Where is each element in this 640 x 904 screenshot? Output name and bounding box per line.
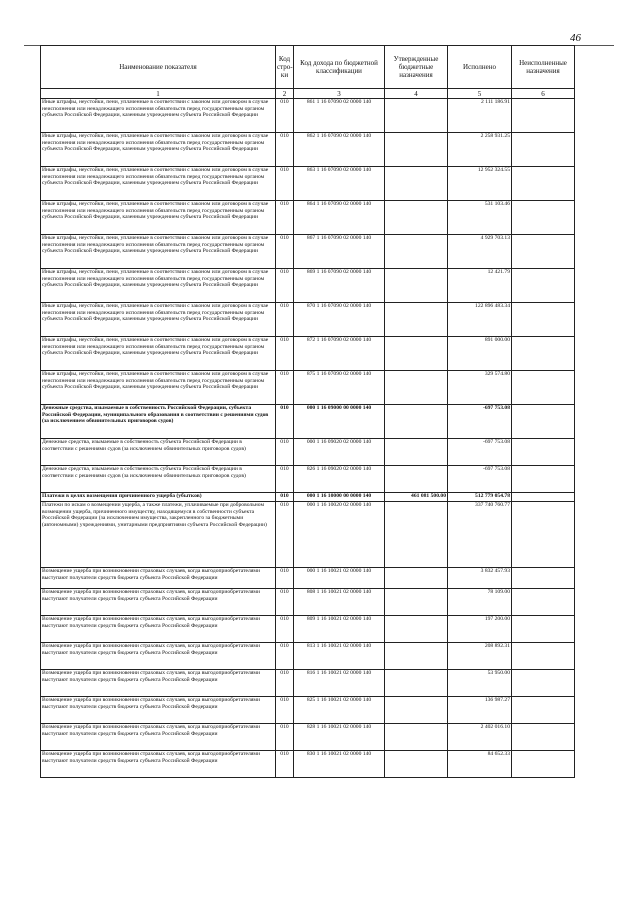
- header-executed: Исполнено: [448, 46, 512, 89]
- cell-approved: [385, 303, 448, 337]
- cell-executed: 78 109.00: [448, 589, 512, 616]
- cell-executed: -697 753.08: [448, 466, 512, 493]
- cell-indicator-name: Возмещение ущерба при возникновении страховых случаев, когда выгодоприобретателями выступают получатели средств бюджета субъекта Российской Федерации: [41, 697, 276, 724]
- cell-line-code: 010: [276, 269, 294, 303]
- cell-unexecuted: [512, 568, 575, 589]
- cell-revenue-code: 000 1 16 10021 02 0000 140: [294, 568, 385, 589]
- cell-executed: 2 402 016.10: [448, 724, 512, 751]
- cell-revenue-code: 809 1 16 10021 02 0000 140: [294, 616, 385, 643]
- cell-unexecuted: [512, 201, 575, 235]
- cell-unexecuted: [512, 502, 575, 568]
- table-row: [41, 670, 575, 697]
- cell-revenue-code: 000 1 16 09020 02 0000 140: [294, 439, 385, 466]
- cell-revenue-code: 870 1 16 07090 02 0000 140: [294, 303, 385, 337]
- cell-line-code: 010: [276, 371, 294, 405]
- table-row: [41, 724, 575, 751]
- cell-revenue-code: 863 1 16 07090 02 0000 140: [294, 167, 385, 201]
- cell-executed: 4 929 703.13: [448, 235, 512, 269]
- cell-indicator-name: Возмещение ущерба при возникновении страховых случаев, когда выгодоприобретателями выступают получатели средств бюджета субъекта Российской Федерации: [41, 643, 276, 670]
- cell-unexecuted: [512, 167, 575, 201]
- cell-unexecuted: [512, 697, 575, 724]
- table-row: [41, 167, 575, 201]
- header-line-code: Код стро-ки: [276, 46, 294, 89]
- cell-unexecuted: [512, 337, 575, 371]
- cell-indicator-name: Возмещение ущерба при возникновении страховых случаев, когда выгодоприобретателями выступают получатели средств бюджета субъекта Российской Федерации: [41, 568, 276, 589]
- table-row: [41, 589, 575, 616]
- table-row: [41, 697, 575, 724]
- cell-executed: -697 753.08: [448, 405, 512, 439]
- cell-executed: 2 111 186.91: [448, 99, 512, 133]
- table-row: [41, 616, 575, 643]
- cell-unexecuted: [512, 371, 575, 405]
- cell-line-code: 010: [276, 405, 294, 439]
- cell-line-code: 010: [276, 697, 294, 724]
- cell-indicator-name: Возмещение ущерба при возникновении страховых случаев, когда выгодоприобретателями выступают получатели средств бюджета субъекта Российской Федерации: [41, 751, 276, 778]
- table-row: [41, 371, 575, 405]
- cell-unexecuted: [512, 235, 575, 269]
- cell-indicator-name: Денежные средства, изымаемые в собственность субъекта Российской Федерации в соответствии с решениями судов (за исключением обвинительных приговоров судов): [41, 439, 276, 466]
- table-row: [41, 337, 575, 371]
- cell-line-code: 010: [276, 724, 294, 751]
- cell-revenue-code: 830 1 16 10021 02 0000 140: [294, 751, 385, 778]
- cell-executed: 512 779 054.78: [448, 493, 512, 502]
- cell-approved: [385, 568, 448, 589]
- table-row: [41, 643, 575, 670]
- table-row: [41, 201, 575, 235]
- cell-executed: 891 000.00: [448, 337, 512, 371]
- cell-executed: 2 258 931.25: [448, 133, 512, 167]
- cell-executed: 122 896 483.34: [448, 303, 512, 337]
- cell-indicator-name: Возмещение ущерба при возникновении страховых случаев, когда выгодоприобретателями выступают получатели средств бюджета субъекта Российской Федерации: [41, 589, 276, 616]
- cell-indicator-name: Иные штрафы, неустойки, пени, уплаченные в соответствии с законом или договором в случае неисполнения или ненадлежащего исполнения обязательств перед государственным органом субъекта Российской Федерации, казенным учреждением субъекта Российской Федерации: [41, 133, 276, 167]
- header-unexecuted: Неисполненные назначения: [512, 46, 575, 89]
- cell-approved: [385, 201, 448, 235]
- cell-unexecuted: [512, 269, 575, 303]
- cell-unexecuted: [512, 751, 575, 778]
- table-row: [41, 99, 575, 133]
- cell-revenue-code: 825 1 16 10021 02 0000 140: [294, 697, 385, 724]
- cell-indicator-name: Возмещение ущерба при возникновении страховых случаев, когда выгодоприобретателями выступают получатели средств бюджета субъекта Российской Федерации: [41, 616, 276, 643]
- cell-approved: [385, 439, 448, 466]
- table-row: [41, 405, 575, 439]
- cell-unexecuted: [512, 643, 575, 670]
- cell-revenue-code: 000 1 16 10000 00 0000 140: [294, 493, 385, 502]
- cell-revenue-code: 816 1 16 10021 02 0000 140: [294, 670, 385, 697]
- cell-indicator-name: Иные штрафы, неустойки, пени, уплаченные в соответствии с законом или договором в случае неисполнения или ненадлежащего исполнения обязательств перед государственным органом субъекта Российской Федерации, казенным учреждением субъекта Российской Федерации: [41, 167, 276, 201]
- cell-indicator-name: Иные штрафы, неустойки, пени, уплаченные в соответствии с законом или договором в случае неисполнения или ненадлежащего исполнения обязательств перед государственным органом субъекта Российской Федерации, казенным учреждением субъекта Российской Федерации: [41, 371, 276, 405]
- cell-approved: [385, 643, 448, 670]
- cell-line-code: 010: [276, 133, 294, 167]
- table-header: [41, 46, 575, 89]
- table-body: [41, 89, 575, 778]
- cell-line-code: 010: [276, 303, 294, 337]
- cell-line-code: 010: [276, 616, 294, 643]
- column-number: 1: [41, 89, 276, 99]
- cell-line-code: 010: [276, 568, 294, 589]
- cell-indicator-name: Иные штрафы, неустойки, пени, уплаченные в соответствии с законом или договором в случае неисполнения или ненадлежащего исполнения обязательств перед государственным органом субъекта Российской Федерации, казенным учреждением субъекта Российской Федерации: [41, 235, 276, 269]
- cell-approved: [385, 670, 448, 697]
- cell-approved: [385, 466, 448, 493]
- cell-executed: -697 753.08: [448, 439, 512, 466]
- column-number-row: [41, 89, 575, 99]
- cell-indicator-name: Иные штрафы, неустойки, пени, уплаченные в соответствии с законом или договором в случае неисполнения или ненадлежащего исполнения обязательств перед государственным органом субъекта Российской Федерации, казенным учреждением субъекта Российской Федерации: [41, 99, 276, 133]
- table-row: [41, 303, 575, 337]
- table-row: [41, 466, 575, 493]
- cell-unexecuted: [512, 616, 575, 643]
- column-number: 6: [512, 89, 575, 99]
- cell-revenue-code: 864 1 16 07090 02 0000 140: [294, 201, 385, 235]
- header-revenue-code: Код дохода по бюджетной классификации: [294, 46, 385, 89]
- page-number: 46: [570, 32, 581, 44]
- cell-approved: [385, 616, 448, 643]
- cell-indicator-name: Платежи по искам о возмещении ущерба, а также платежи, уплачиваемые при добровольном возмещении ущерба, причиненного имуществу, находящемуся в собственности субъекта Российской Федерации (за исключением имущества, закрепленного за бюджетными (автономными) учреждениями, унитарными предприятиями субъекта Российской Федерации): [41, 502, 276, 568]
- cell-line-code: 010: [276, 235, 294, 269]
- cell-executed: 329 574.80: [448, 371, 512, 405]
- cell-unexecuted: [512, 405, 575, 439]
- cell-line-code: 010: [276, 167, 294, 201]
- table-row: [41, 502, 575, 568]
- cell-line-code: 010: [276, 466, 294, 493]
- cell-unexecuted: [512, 493, 575, 502]
- cell-approved: [385, 697, 448, 724]
- cell-unexecuted: [512, 439, 575, 466]
- cell-line-code: 010: [276, 670, 294, 697]
- cell-indicator-name: Иные штрафы, неустойки, пени, уплаченные в соответствии с законом или договором в случае неисполнения или ненадлежащего исполнения обязательств перед государственным органом субъекта Российской Федерации, казенным учреждением субъекта Российской Федерации: [41, 303, 276, 337]
- cell-line-code: 010: [276, 99, 294, 133]
- column-number: 5: [448, 89, 512, 99]
- cell-executed: 84 652.33: [448, 751, 512, 778]
- cell-approved: [385, 724, 448, 751]
- cell-revenue-code: 861 1 16 07090 02 0000 140: [294, 99, 385, 133]
- table-row: [41, 439, 575, 466]
- cell-executed: 12 421.79: [448, 269, 512, 303]
- cell-line-code: 010: [276, 589, 294, 616]
- cell-indicator-name: Денежные средства, изымаемые в собственность субъекта Российской Федерации в соответствии с решениями судов (за исключением обвинительных приговоров судов): [41, 466, 276, 493]
- cell-approved: [385, 269, 448, 303]
- cell-line-code: 010: [276, 439, 294, 466]
- column-number: 3: [294, 89, 385, 99]
- cell-unexecuted: [512, 724, 575, 751]
- cell-indicator-name: Возмещение ущерба при возникновении страховых случаев, когда выгодоприобретателями выступают получатели средств бюджета субъекта Российской Федерации: [41, 724, 276, 751]
- cell-unexecuted: [512, 133, 575, 167]
- cell-executed: 208 892.31: [448, 643, 512, 670]
- cell-approved: [385, 502, 448, 568]
- cell-unexecuted: [512, 303, 575, 337]
- cell-line-code: 010: [276, 751, 294, 778]
- cell-approved: [385, 99, 448, 133]
- table-row: [41, 493, 575, 502]
- cell-executed: 12 952 324.55: [448, 167, 512, 201]
- cell-executed: 3 832 457.93: [448, 568, 512, 589]
- cell-indicator-name: Платежи в целях возмещения причиненного ущерба (убытков): [41, 493, 276, 502]
- cell-indicator-name: Денежные средства, изымаемые в собственность Российской Федерации, субъекта Российской Федерации, муниципального образования в соответствии с решениями судов (за исключением обвинительных приговоров судов): [41, 405, 276, 439]
- cell-revenue-code: 000 1 16 10020 02 0000 140: [294, 502, 385, 568]
- cell-revenue-code: 862 1 16 07090 02 0000 140: [294, 133, 385, 167]
- cell-line-code: 010: [276, 502, 294, 568]
- cell-revenue-code: 875 1 16 07090 02 0000 140: [294, 371, 385, 405]
- cell-line-code: 010: [276, 201, 294, 235]
- cell-unexecuted: [512, 589, 575, 616]
- cell-approved: [385, 405, 448, 439]
- cell-executed: 337 740 760.77: [448, 502, 512, 568]
- cell-approved: [385, 235, 448, 269]
- cell-revenue-code: 828 1 16 10021 02 0000 140: [294, 724, 385, 751]
- cell-line-code: 010: [276, 337, 294, 371]
- header-approved: Утвержденные бюджетные назначения: [385, 46, 448, 89]
- cell-approved: [385, 371, 448, 405]
- cell-line-code: 010: [276, 643, 294, 670]
- cell-revenue-code: 808 1 16 10021 02 0000 140: [294, 589, 385, 616]
- cell-executed: 197 200.00: [448, 616, 512, 643]
- cell-approved: 461 081 500.00: [385, 493, 448, 502]
- cell-line-code: 010: [276, 493, 294, 502]
- header-row: [41, 46, 575, 89]
- cell-revenue-code: 826 1 16 09020 02 0000 140: [294, 466, 385, 493]
- cell-approved: [385, 337, 448, 371]
- table-row: [41, 133, 575, 167]
- revenue-report-table: [40, 45, 575, 778]
- column-number: 2: [276, 89, 294, 99]
- cell-indicator-name: Иные штрафы, неустойки, пени, уплаченные в соответствии с законом или договором в случае неисполнения или ненадлежащего исполнения обязательств перед государственным органом субъекта Российской Федерации, казенным учреждением субъекта Российской Федерации: [41, 337, 276, 371]
- cell-executed: 531 103.46: [448, 201, 512, 235]
- cell-revenue-code: 869 1 16 07090 02 0000 140: [294, 269, 385, 303]
- table-row: [41, 235, 575, 269]
- cell-approved: [385, 167, 448, 201]
- cell-unexecuted: [512, 466, 575, 493]
- cell-revenue-code: 867 1 16 07090 02 0000 140: [294, 235, 385, 269]
- cell-revenue-code: 813 1 16 10021 02 0000 140: [294, 643, 385, 670]
- cell-revenue-code: 000 1 16 09000 00 0000 140: [294, 405, 385, 439]
- cell-executed: 136 987.27: [448, 697, 512, 724]
- cell-approved: [385, 133, 448, 167]
- cell-indicator-name: Иные штрафы, неустойки, пени, уплаченные в соответствии с законом или договором в случае неисполнения или ненадлежащего исполнения обязательств перед государственным органом субъекта Российской Федерации, казенным учреждением субъекта Российской Федерации: [41, 201, 276, 235]
- cell-executed: 53 950.00: [448, 670, 512, 697]
- cell-approved: [385, 751, 448, 778]
- column-number: 4: [385, 89, 448, 99]
- cell-indicator-name: Иные штрафы, неустойки, пени, уплаченные в соответствии с законом или договором в случае неисполнения или ненадлежащего исполнения обязательств перед государственным органом субъекта Российской Федерации, казенным учреждением субъекта Российской Федерации: [41, 269, 276, 303]
- cell-approved: [385, 589, 448, 616]
- cell-unexecuted: [512, 99, 575, 133]
- cell-indicator-name: Возмещение ущерба при возникновении страховых случаев, когда выгодоприобретателями выступают получатели средств бюджета субъекта Российской Федерации: [41, 670, 276, 697]
- cell-revenue-code: 872 1 16 07090 02 0000 140: [294, 337, 385, 371]
- header-name: Наименование показателя: [41, 46, 276, 89]
- table-row: [41, 568, 575, 589]
- table-row: [41, 751, 575, 778]
- table-row: [41, 269, 575, 303]
- cell-unexecuted: [512, 670, 575, 697]
